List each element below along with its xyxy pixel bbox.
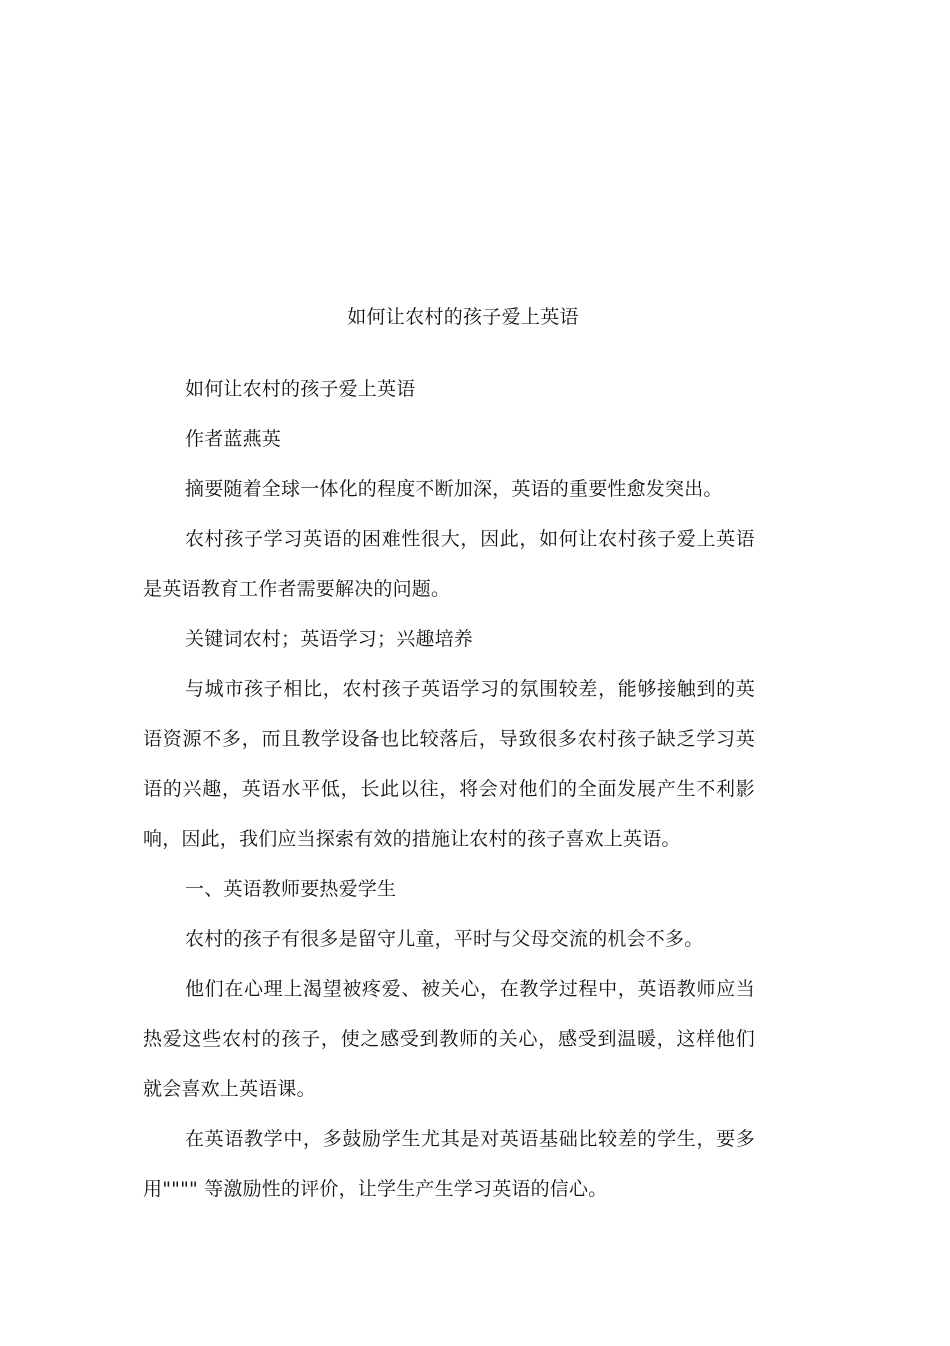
section-heading-1: 一、英语教师要热爱学生 bbox=[185, 878, 397, 900]
paragraph-author: 作者蓝燕英 bbox=[185, 428, 282, 450]
paragraph-section-1-a: 农村的孩子有很多是留守儿童，平时与父母交流的机会不多。 bbox=[185, 928, 704, 950]
paragraph-keywords: 关键词农村；英语学习；兴趣培养 bbox=[185, 628, 474, 650]
paragraph-introduction: 与城市孩子相比，农村孩子英语学习的氛围较差，能够接触到的英语资源不多，而且教学设备也比较落后，导致很多农村孩子缺乏学习英语的兴趣，英语水平低，长此以往，将会对他们的全面发展产生不利影响，因此，我们应当探索有效的措施让农村的孩子喜欢上英语。 bbox=[143, 678, 755, 850]
paragraph-abstract-continued: 农村孩子学习英语的困难性很大，因此，如何让农村孩子爱上英语是英语教育工作者需要解决的问题。 bbox=[143, 528, 755, 600]
document-body bbox=[143, 364, 755, 1214]
paragraph-abstract: 摘要随着全球一体化的程度不断加深，英语的重要性愈发突出。 bbox=[185, 478, 723, 500]
paragraph-section-1-c: 在英语教学中，多鼓励学生尤其是对英语基础比较差的学生，要多用"""" 等激励性的评价，让学生产生学习英语的信心。 bbox=[143, 1128, 755, 1200]
paragraph-subtitle: 如何让农村的孩子爱上英语 bbox=[185, 378, 416, 400]
document-title: 如何让农村的孩子爱上英语 bbox=[347, 306, 579, 328]
paragraph-section-1-b: 他们在心理上渴望被疼爱、被关心，在教学过程中，英语教师应当热爱这些农村的孩子，使之感受到教师的关心，感受到温暖，这样他们就会喜欢上英语课。 bbox=[143, 978, 755, 1100]
